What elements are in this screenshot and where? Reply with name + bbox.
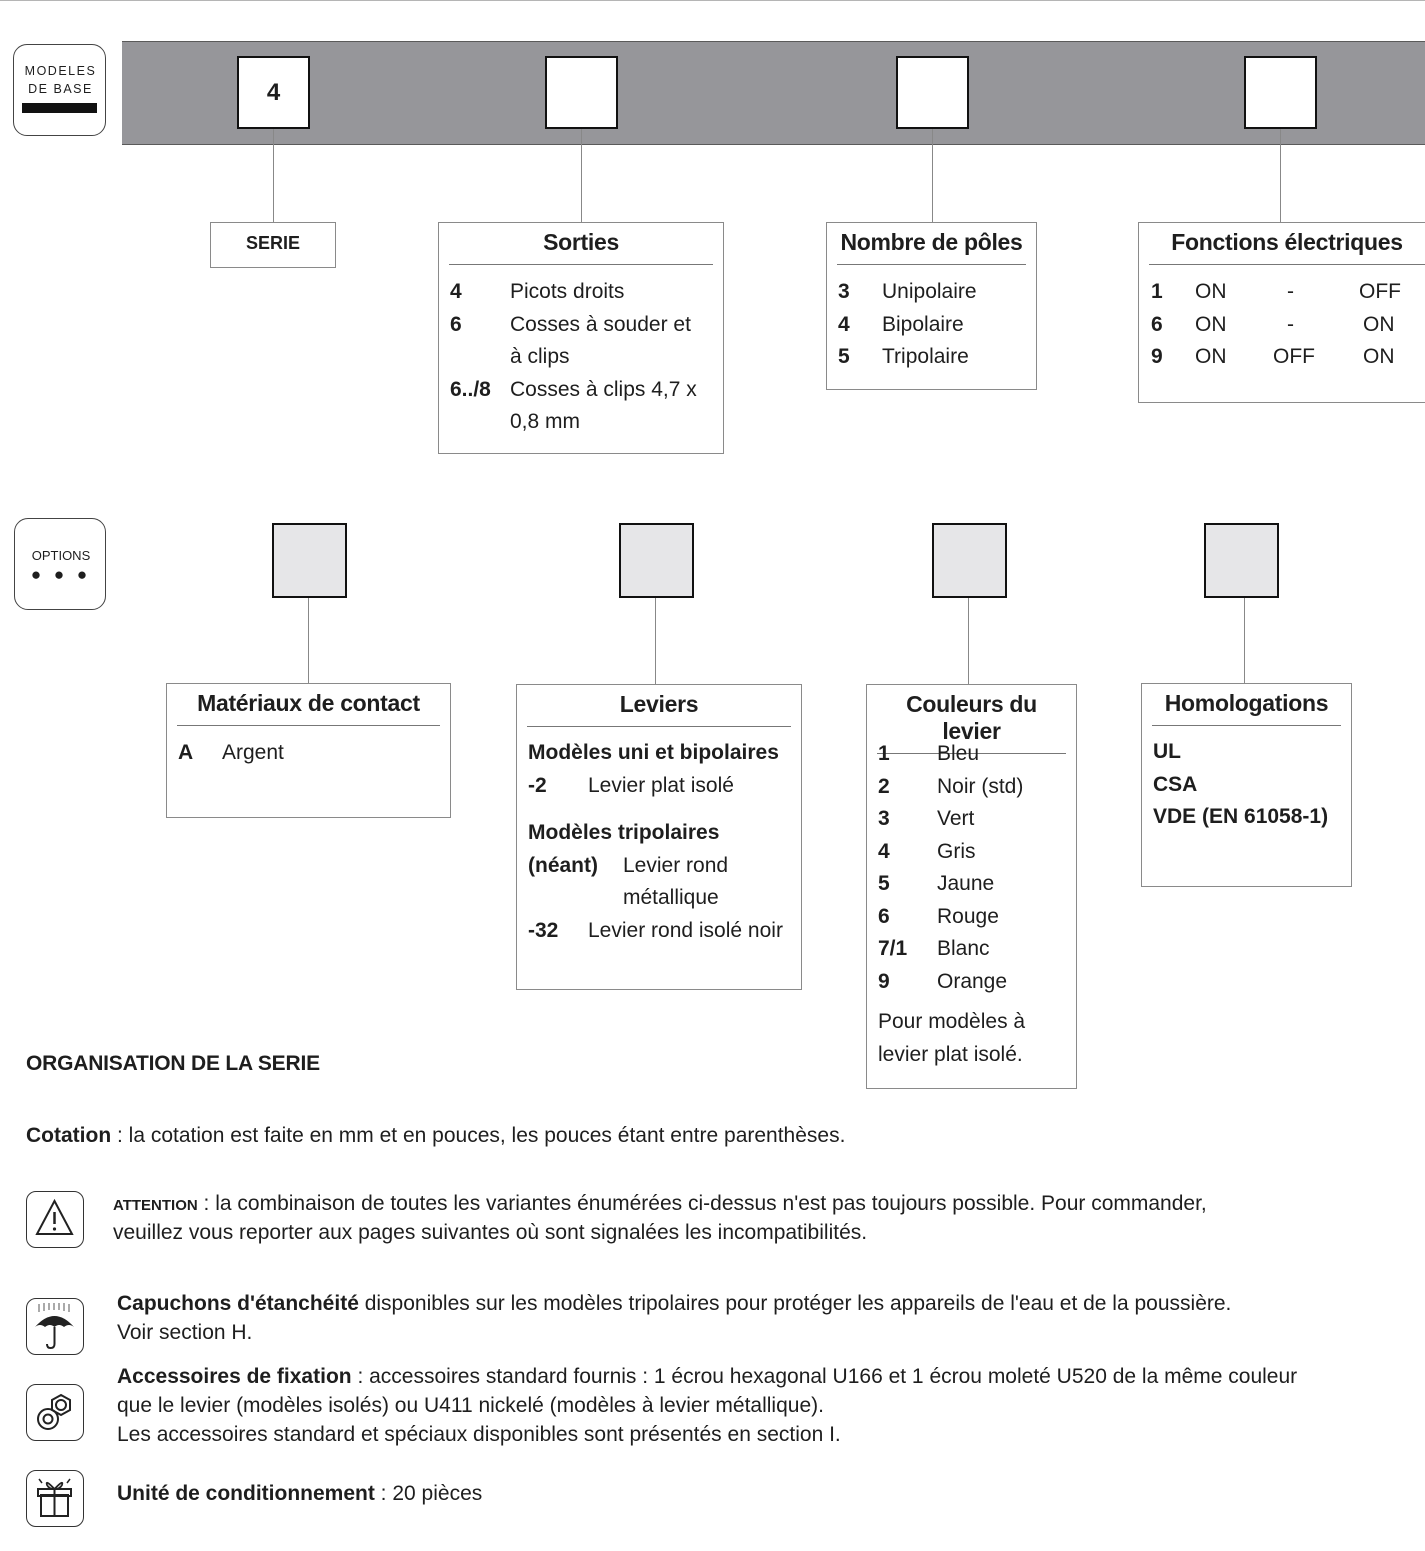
couleurs-label: Bleu [937,742,980,765]
fonctions-code: 1 [1151,280,1163,303]
poles-code: 5 [838,345,850,368]
option-box-materiaux [272,523,347,598]
capuchons-label: Capuchons d'étanchéité [117,1292,359,1315]
connector-line [968,598,969,684]
leviers-code: -32 [528,919,559,942]
sorties-label-cont: 0,8 mm [510,410,581,433]
attention-paragraph-cont: veuillez vous reporter aux pages suivantes où sont signalées les incompatibilités. [113,1221,868,1244]
capuchons-paragraph-cont: Voir section H. [117,1321,253,1344]
couleurs-label: Noir (std) [937,775,1024,798]
unite-text: : 20 pièces [374,1482,483,1505]
connector-line [1244,598,1245,683]
materiaux-box [166,683,451,818]
option-box-homologations [1204,523,1279,598]
fonctions-title: Fonctions électriques [1149,223,1425,265]
connector-line [1280,129,1281,222]
sorties-title: Sorties [449,223,713,265]
unite-paragraph [117,1482,482,1506]
couleurs-label: Blanc [937,937,990,960]
options-label: OPTIONS [31,548,91,563]
homologation-item: UL [1153,740,1181,763]
attention-label: ATTENTION [113,1197,198,1214]
leviers-code: -2 [528,774,547,797]
leviers-label-cont: métallique [623,886,719,909]
organisation-heading: ORGANISATION DE LA SERIE [26,1052,320,1075]
accessoires-paragraph [117,1365,1297,1389]
attention-paragraph [113,1192,1207,1216]
attention-text: : la combinaison de toutes les variantes énumérées ci-dessus n'est pas toujours possible. Pour commander, [197,1192,1207,1215]
code-box-poles [896,56,969,129]
couleurs-code: 7/1 [878,937,908,960]
modeles-label: MODELES [24,64,97,78]
leviers-box [516,684,802,990]
leviers-label: Levier rond isolé noir [588,919,783,942]
homologation-item: CSA [1153,773,1198,796]
couleurs-code: 2 [878,775,890,798]
fonctions-a: ON [1195,345,1227,368]
option-box-couleurs [932,523,1007,598]
fonctions-c: OFF [1359,280,1401,303]
couleurs-code: 6 [878,905,890,928]
sorties-label: Cosses à clips 4,7 x [510,378,697,401]
fonctions-code: 6 [1151,313,1163,336]
fonctions-c: ON [1363,345,1395,368]
leviers-section: Modèles tripolaires [528,821,720,844]
poles-label: Tripolaire [882,345,969,368]
couleurs-title: Couleurs du levier [877,685,1066,754]
materiaux-title: Matériaux de contact [177,684,440,726]
couleurs-label: Jaune [937,872,995,895]
fonctions-c: ON [1363,313,1395,336]
sorties-code: 4 [450,280,462,303]
couleurs-code: 1 [878,742,890,765]
options-badge [14,518,106,610]
serie-box [210,222,336,268]
sorties-label-cont: à clips [510,345,570,368]
connector-line [581,129,582,222]
leviers-section: Modèles uni et bipolaires [528,741,779,764]
materiaux-code: A [178,741,194,764]
poles-label: Unipolaire [882,280,977,303]
homologations-title: Homologations [1152,684,1341,726]
fonctions-b: OFF [1273,345,1315,368]
couleurs-note: Pour modèles à [878,1010,1026,1033]
options-dots: ● ● ● [30,565,92,584]
materiaux-label: Argent [222,741,284,764]
sorties-label: Cosses à souder et [510,313,691,336]
poles-code: 3 [838,280,850,303]
sorties-label: Picots droits [510,280,625,303]
serie-title: SERIE [245,233,301,253]
accessoires-paragraph-cont: Les accessoires standard et spéciaux disponibles sont présentés en section I. [117,1423,841,1446]
accessoires-label: Accessoires de fixation [117,1365,352,1388]
poles-box [826,222,1037,390]
accessoires-paragraph-cont: que le levier (modèles isolés) ou U411 nickelé (modèles à levier métallique). [117,1394,824,1417]
unite-label: Unité de conditionnement [117,1482,375,1505]
couleurs-code: 5 [878,872,890,895]
couleurs-label: Vert [937,807,975,830]
sorties-code: 6 [450,313,462,336]
couleurs-box [866,684,1077,1089]
sorties-box [438,222,724,454]
fonctions-b: - [1287,313,1294,336]
fonctions-b: - [1287,280,1294,303]
warning-icon [26,1191,84,1248]
accessoires-text: : accessoires standard fournis : 1 écrou hexagonal U166 et 1 écrou moleté U520 de la même couleur [351,1365,1298,1388]
couleurs-code: 9 [878,970,890,993]
badge-bar [22,103,97,113]
umbrella-icon [26,1298,84,1355]
cotation-label: Cotation [26,1124,112,1147]
couleurs-label: Gris [937,840,976,863]
homologations-box [1141,683,1352,887]
sorties-code: 6../8 [450,378,491,401]
leviers-label: Levier rond [623,854,729,877]
option-box-leviers [619,523,694,598]
connector-line [273,129,274,222]
connector-line [932,129,933,222]
connector-line [655,598,656,684]
couleurs-code: 3 [878,807,890,830]
couleurs-label: Rouge [937,905,999,928]
base-code-band [122,41,1425,145]
couleurs-label: Orange [937,970,1008,993]
couleurs-note: levier plat isolé. [878,1043,1023,1066]
modeles-de-base-badge [13,44,106,136]
fonctions-code: 9 [1151,345,1163,368]
gift-box-icon [26,1470,84,1527]
homologation-item: VDE (EN 61058-1) [1153,805,1329,828]
top-rule [0,0,1425,1]
fonctions-a: ON [1195,280,1227,303]
cotation-paragraph [26,1124,845,1148]
fonctions-box [1138,222,1425,403]
leviers-code: (néant) [528,854,598,877]
leviers-title: Leviers [527,685,791,727]
fonctions-a: ON [1195,313,1227,336]
poles-code: 4 [838,313,850,336]
poles-label: Bipolaire [882,313,964,336]
connector-line [308,598,309,683]
capuchons-paragraph [117,1292,1231,1316]
code-box-serie: 4 [237,56,310,129]
poles-title: Nombre de pôles [837,223,1026,265]
de-base-label: DE BASE [28,82,93,96]
capuchons-text: disponibles sur les modèles tripolaires pour protéger les appareils de l'eau et de la poussière. [358,1292,1232,1315]
couleurs-code: 4 [878,840,890,863]
cotation-text: : la cotation est faite en mm et en pouces, les pouces étant entre parenthèses. [111,1124,846,1147]
code-box-sorties [545,56,618,129]
leviers-label: Levier plat isolé [588,774,734,797]
code-box-fonctions [1244,56,1317,129]
nut-washer-icon [26,1384,84,1441]
